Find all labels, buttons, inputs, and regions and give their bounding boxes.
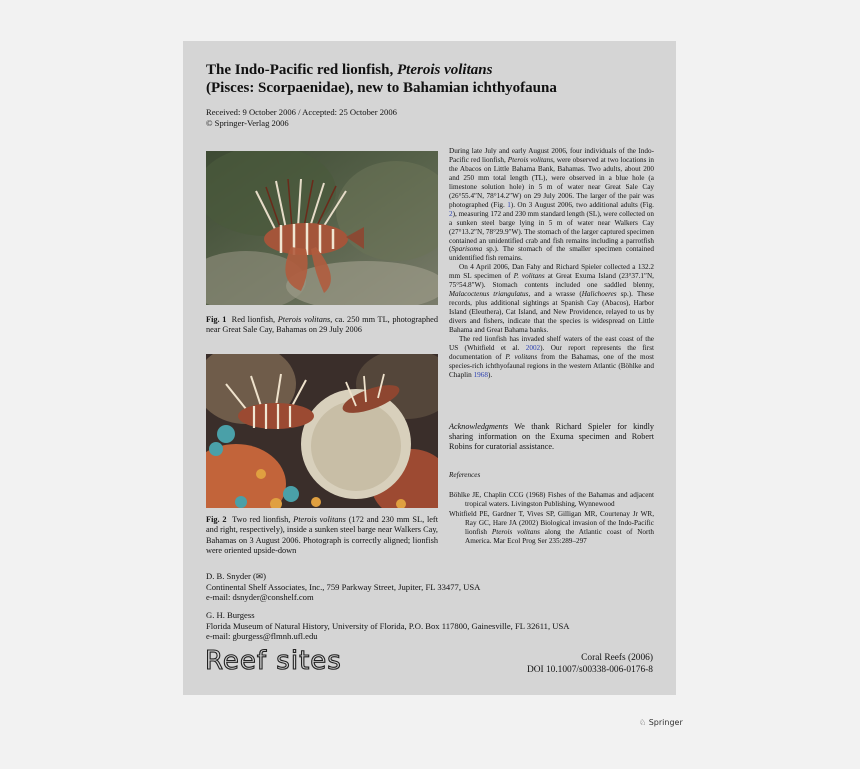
author-email[interactable]: e-mail: dsnyder@conshelf.com xyxy=(206,592,314,603)
figure-2-photo xyxy=(206,354,438,508)
author-name: G. H. Burgess xyxy=(206,610,255,620)
references-list xyxy=(449,491,654,547)
author-affiliation: Florida Museum of Natural History, University of Florida, P.O. Box 117800, Gainesville, FL 32611, USA xyxy=(206,620,570,631)
received-accepted: Received: 9 October 2006 / Accepted: 25 October 2006 xyxy=(206,107,397,117)
author-name: D. B. Snyder (✉) xyxy=(206,571,266,581)
author-2 xyxy=(206,610,569,642)
figure-1-photo xyxy=(206,151,438,305)
figure-2-link[interactable]: 2 xyxy=(449,209,453,218)
publisher-logo: ♘ Springer xyxy=(639,718,683,727)
author-1 xyxy=(206,571,480,603)
ref-link-2002[interactable]: 2002 xyxy=(525,343,541,352)
journal-info xyxy=(527,653,653,676)
reference-item: Böhlke JE, Chaplin CCG (1968) Fishes of the Bahamas and adjacent tropical waters. Livingston Publishing, Wynnewood xyxy=(449,491,654,508)
paper-page xyxy=(183,41,676,695)
author-affiliation: Continental Shelf Associates, Inc., 759 Parkway Street, Jupiter, FL 33477, USA xyxy=(206,581,481,592)
figure-1-link[interactable]: 1 xyxy=(507,200,511,209)
reference-item: Whitfield PE, Gardner T, Vives SP, Gilligan MR, Courtenay Jr WR, Ray GC, Hare JA (2002) Biological invasion of the Indo-Pacific lionfish Pterois volitans along the Atlantic coast of North America. Mar Ecol Prog Ser 235:289–297 xyxy=(449,509,655,545)
acknowledgments: Acknowledgments We thank Richard Spieler for kindly sharing information on the Exuma specimen and Robert Robins for curatorial assistance. xyxy=(449,422,654,452)
paragraph-1: During late July and early August 2006, four individuals of the Indo-Pacific red lionfish, Pterois volitans, were observed at two locations in the Abacos on Little Bahama Bank, Bahamas. Two adults, about 200 and 250 mm total length (TL), were observed in a blue hole (a limestone solution hole) in 5 m of water near Great Sale Cay (26°55.4″N, 78°14.2″W) on 29 July 2006. The larger of the pair was photographed (Fig. 1). On 3 August 2006, two additional adults (Fig. 2), measuring 172 and 230 mm standard length (SL), were collected on a sunken steel barge lying in 5 m of water near Walkers Cay (27°13.2″N, 78°29.9″W). The stomach of the larger captured specimen contained an unidentified crab and fish remains including a parrotfish (Sparisoma sp.). The stomach of the smaller specimen contained unidentified fish remains. xyxy=(449,147,654,263)
paragraph-3: The red lionfish has invaded shelf waters of the east coast of the US (Whitfield et al. 2002). Our report represents the first documentation of P. volitans from the Bahamas, one of the most species-rich ichthyofaunal regions in the western Atlantic (Böhlke and Chaplin 1968). xyxy=(449,335,654,379)
body-text xyxy=(449,147,654,380)
section-brand: Reef sites xyxy=(205,646,342,676)
doi[interactable]: DOI 10.1007/s00338-006-0176-8 xyxy=(526,664,653,675)
journal-name: Coral Reefs (2006) xyxy=(581,653,653,663)
references-heading: References xyxy=(449,471,481,479)
figure-2-caption: Fig. 2 Two red lionfish, Pterois volitans (172 and 230 mm SL, left and right, respectively), inside a sunken steel barge near Walkers Cay, Bahamas on 3 August 2006. Photograph is correctly aligned; lionfish were oriented upside-down xyxy=(206,515,439,556)
ref-link-1968[interactable]: 1968 xyxy=(473,370,488,379)
article-dates xyxy=(206,107,397,129)
paragraph-2: On 4 April 2006, Dan Fahy and Richard Spieler collected a 132.2 mm SL specimen of P. volitans at Great Exuma Island (23°37.1″N, 75°54.8″W). Stomach contents included one saddled blenny, Malacoctenus triangulatus, and a wrasse (Halichoeres sp.). These records, plus additional sightings at Spanish Cay (Abacos), Harbor Island (Eleuthera), Cat Island, and New Providence, relayed to us by divers and fishers, indicate that the species is widespread on Little Bahama and Great Bahama banks. xyxy=(449,263,654,335)
horse-icon: ♘ xyxy=(639,718,647,727)
copyright: © Springer-Verlag 2006 xyxy=(206,118,289,128)
figure-1-caption: Fig. 1 Red lionfish, Pterois volitans, ca. 250 mm TL, photographed near Great Sale Cay, Bahamas on 29 July 2006 xyxy=(206,315,438,335)
author-email[interactable]: e-mail: gburgess@flmnh.ufl.edu xyxy=(206,631,318,642)
paper-title: The Indo-Pacific red lionfish, Pterois volitans (Pisces: Scorpaenidae), new to Bahamian ichthyofauna xyxy=(206,62,557,96)
